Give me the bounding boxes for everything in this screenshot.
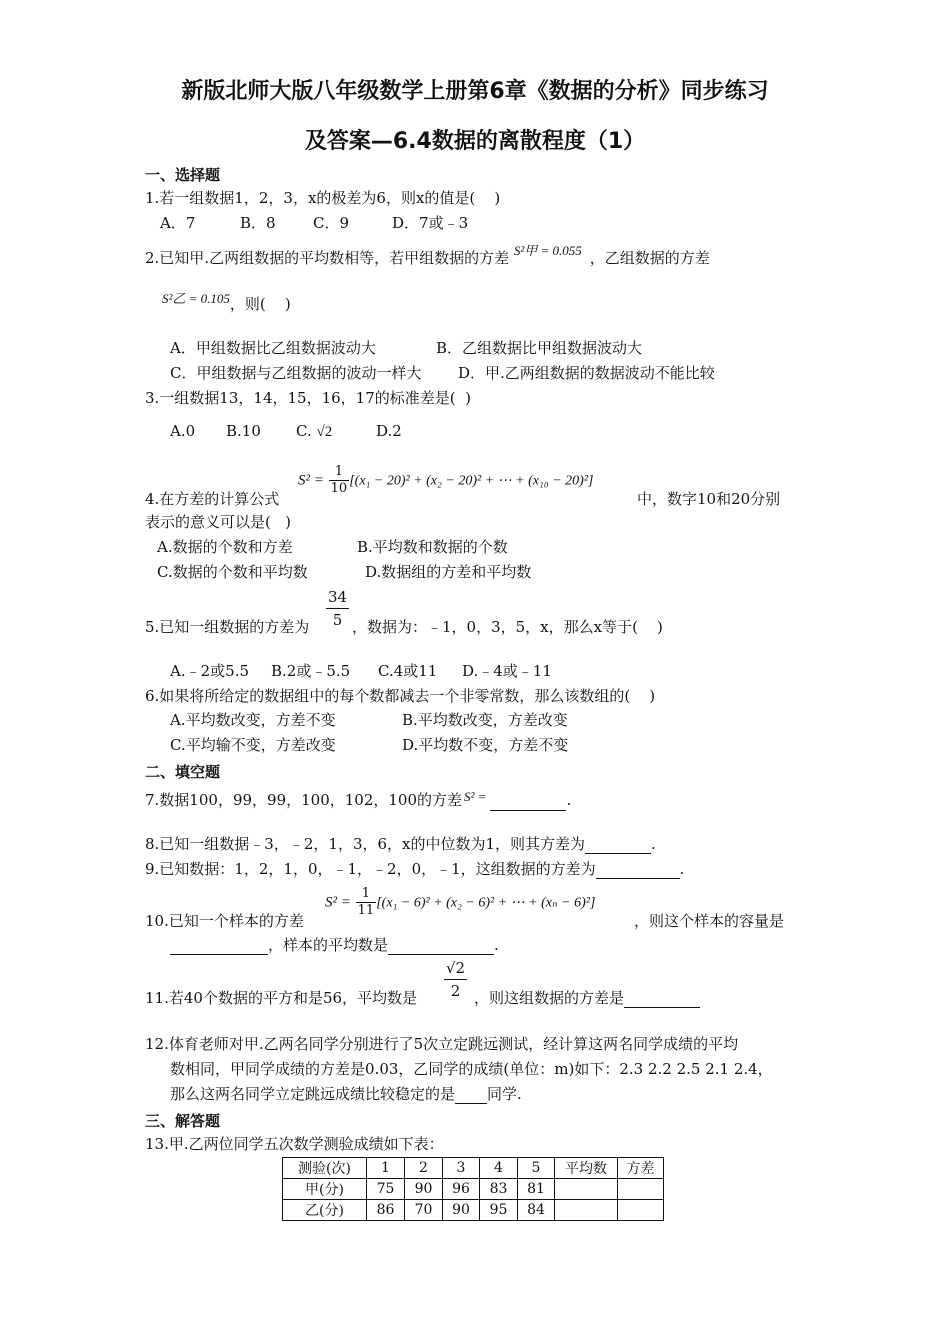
- q6-option-a: A.平均数改变，方差不变: [170, 711, 336, 729]
- table-header-cell: 3: [443, 1158, 480, 1179]
- q10-stem-b: ，则这个样本的容量是: [634, 912, 785, 930]
- q10-mean-blank: [388, 940, 494, 955]
- section-heading-fill: 二、填空题: [145, 763, 221, 781]
- table-cell: 甲(分): [283, 1179, 367, 1200]
- table-header-cell: 4: [480, 1158, 518, 1179]
- q8-end: .: [651, 835, 656, 853]
- score-table: [282, 1157, 664, 1221]
- q10-formula-num: 1: [356, 886, 377, 903]
- q2-stem-b: ，乙组数据的方差: [589, 249, 710, 267]
- q5-variance-fraction: [326, 586, 349, 631]
- q11-stem-b: ，则这组数据的方差是: [474, 989, 625, 1007]
- table-cell: 96: [443, 1179, 480, 1200]
- q9-answer-blank: [596, 864, 680, 879]
- q1-option-b: B．8: [240, 214, 276, 232]
- q10-formula-lhs: S² =: [325, 894, 351, 911]
- q11-frac-num: √2: [444, 957, 467, 980]
- q7-line: [145, 790, 571, 811]
- table-cell: [618, 1179, 664, 1200]
- q9-stem: 9.已知数据：1，2，1，0，﹣1，﹣2，0，﹣1，这组数据的方差为: [145, 860, 596, 878]
- q12-line3-b: 同学.: [487, 1085, 522, 1103]
- q5-option-c: C.4或11: [378, 662, 438, 680]
- q5-stem-a: 5.已知一组数据的方差为: [145, 618, 310, 636]
- q4-stem-a: 4.在方差的计算公式: [145, 490, 280, 508]
- q11-frac-den: 2: [450, 982, 461, 1000]
- q2-option-d: D．甲.乙两组数据的数据波动不能比较: [458, 364, 715, 382]
- q4-stem-b: 中，数字10和20分别: [637, 490, 781, 508]
- table-header-cell: 1: [367, 1158, 405, 1179]
- q1-option-d: D．7或﹣3: [392, 214, 469, 232]
- q5-option-a: A.﹣2或5.5: [170, 662, 249, 680]
- q10-formula-den: 11: [357, 903, 375, 918]
- table-row: [283, 1200, 664, 1221]
- q11-answer-blank: [624, 993, 700, 1008]
- doc-title-line1: 新版北师大版八年级数学上册第6章《数据的分析》同步练习: [181, 79, 769, 104]
- q1-options: [160, 213, 468, 233]
- table-cell: [555, 1200, 618, 1221]
- q4-formula-num: 1: [329, 464, 350, 481]
- q2-line1: [145, 243, 710, 269]
- q3-option-a: A.0: [170, 422, 196, 440]
- q4-variance-formula: [298, 464, 593, 497]
- q5-options: [170, 661, 552, 681]
- q10-sample-size-blank: [170, 940, 268, 955]
- q5-stem-b: ，数据为：﹣1，0，3，5，x，那么x等于( ): [352, 618, 663, 636]
- table-cell: 70: [405, 1200, 443, 1221]
- table-cell: [618, 1200, 664, 1221]
- q7-end: .: [566, 791, 572, 809]
- q11-stem-a: 11.若40个数据的平方和是56，平均数是: [145, 989, 418, 1007]
- q6-option-b: B.平均数改变，方差改变: [402, 711, 568, 729]
- q5-frac-den: 5: [332, 611, 343, 629]
- q10-line2: [170, 935, 499, 955]
- q4-option-a: A.数据的个数和方差: [157, 538, 293, 556]
- q12-line2: 数相同，甲同学成绩的方差是0.03，乙同学的成绩(单位：m)如下：2.3 2.2 2.5 2.1 2.4，: [170, 1060, 773, 1078]
- q4-options-row2: [157, 562, 531, 582]
- q1-option-c: C．9: [313, 214, 350, 232]
- q4-option-c: C.数据的个数和平均数: [157, 563, 308, 581]
- q1-stem: 1.若一组数据1，2，3，x的极差为6，则x的值是( ): [145, 189, 501, 207]
- table-cell: 83: [480, 1179, 518, 1200]
- q11-mean-fraction: [444, 957, 467, 1002]
- q12-line3: [170, 1084, 522, 1104]
- q4-option-d: D.数据组的方差和平均数: [365, 563, 532, 581]
- table-cell: 84: [518, 1200, 555, 1221]
- section-heading-answer: 三、解答题: [145, 1112, 221, 1130]
- q3-option-d: D.2: [376, 422, 402, 440]
- q2-options-row1: [170, 338, 642, 358]
- q10-formula-body: [(x₁ − 6)² + (x₂ − 6)² + ⋯ + (xₙ − 6)²]: [376, 895, 596, 911]
- q3-options: [170, 421, 402, 442]
- q9-end: .: [679, 860, 685, 878]
- doc-title-line2: 及答案—6.4数据的离散程度（1）: [304, 129, 646, 154]
- q12-line1: 12.体育老师对甲.乙两名同学分别进行了5次立定跳远测试，经计算这两名同学成绩的平均: [145, 1035, 739, 1053]
- q3-option-c: C.: [296, 422, 312, 440]
- table-header-cell: 方差: [618, 1158, 664, 1179]
- q2-variance-b: S²乙 = 0.105: [162, 291, 230, 306]
- q5-frac-num: 34: [326, 586, 349, 609]
- table-header-cell: 测验(次): [283, 1158, 367, 1179]
- q1-option-a: A．7: [160, 214, 196, 232]
- table-cell: 95: [480, 1200, 518, 1221]
- table-cell: 75: [367, 1179, 405, 1200]
- q4-options-row1: [157, 537, 508, 557]
- q10-stem-c: ，样本的平均数是: [268, 936, 389, 954]
- section-heading-choice: 一、选择题: [145, 166, 221, 184]
- q2-variance-a: S²甲 = 0.055: [513, 243, 582, 258]
- q3-option-b: B.10: [226, 422, 261, 440]
- table-header-cell: 2: [405, 1158, 443, 1179]
- q10-end: .: [494, 936, 499, 954]
- q5-option-d: D.﹣4或﹣11: [462, 662, 552, 680]
- q8-line: [145, 834, 656, 854]
- q4-formula-lhs: S² =: [298, 472, 324, 489]
- q2-stem-a: 2.已知甲.乙两组数据的平均数相等，若甲组数据的方差: [145, 249, 510, 267]
- q3-option-c-sqrt2: √2: [316, 424, 333, 440]
- q2-options-row2: [170, 363, 715, 383]
- table-header-row: [283, 1158, 664, 1179]
- q7-answer-blank: [490, 796, 566, 811]
- q6-options-row1: [170, 710, 568, 730]
- q2-option-b: B．乙组数据比甲组数据波动大: [436, 339, 643, 357]
- q13-stem: 13.甲.乙两位同学五次数学测验成绩如下表：: [145, 1135, 444, 1153]
- table-cell: [555, 1179, 618, 1200]
- table-cell: 乙(分): [283, 1200, 367, 1221]
- q10-variance-formula: [325, 886, 595, 919]
- q9-line: [145, 859, 684, 879]
- q3-stem: 3.一组数据13，14，15，16，17的标准差是( ): [145, 389, 471, 407]
- table-cell: 81: [518, 1179, 555, 1200]
- table-row: [283, 1179, 664, 1200]
- q2-stem-c: ，则( ): [229, 295, 291, 313]
- q12-line3-a: 那么这两名同学立定跳远成绩比较稳定的是: [170, 1085, 456, 1103]
- q2-line2: [162, 291, 291, 315]
- q12-answer-blank: [455, 1089, 487, 1104]
- q8-stem: 8.已知一组数据﹣3，﹣2，1，3，6，x的中位数为1，则其方差为: [145, 835, 586, 853]
- table-cell: 90: [443, 1200, 480, 1221]
- q4-stem-c: 表示的意义可以是( ): [145, 513, 292, 531]
- q2-option-c: C．甲组数据与乙组数据的波动一样大: [170, 364, 422, 382]
- q4-option-b: B.平均数和数据的个数: [357, 538, 508, 556]
- q4-formula-body: [(x₁ − 20)² + (x₂ − 20)² + ⋯ + (x₁₀ − 20)²]: [349, 473, 594, 489]
- q11-line-end: [474, 988, 700, 1008]
- q6-stem: 6.如果将所给定的数据组中的每个数都减去一个非零常数，那么该数组的( ): [145, 687, 656, 705]
- q2-option-a: A．甲组数据比乙组数据波动大: [170, 339, 376, 357]
- q6-options-row2: [170, 735, 568, 755]
- q6-option-c: C.平均输不变，方差改变: [170, 736, 336, 754]
- table-header-cell: 平均数: [555, 1158, 618, 1179]
- q7-stem: 7.数据100，99，99，100，102，100的方差: [145, 791, 463, 809]
- q8-answer-blank: [585, 839, 651, 854]
- table-cell: 90: [405, 1179, 443, 1200]
- q6-option-d: D.平均数不变，方差不变: [402, 736, 569, 754]
- table-cell: 86: [367, 1200, 405, 1221]
- q5-option-b: B.2或﹣5.5: [271, 662, 351, 680]
- table-header-cell: 5: [518, 1158, 555, 1179]
- q4-formula-den: 10: [330, 481, 348, 496]
- q7-variance-symbol: S² =: [464, 789, 487, 804]
- q10-stem-a: 10.已知一个样本的方差: [145, 912, 304, 930]
